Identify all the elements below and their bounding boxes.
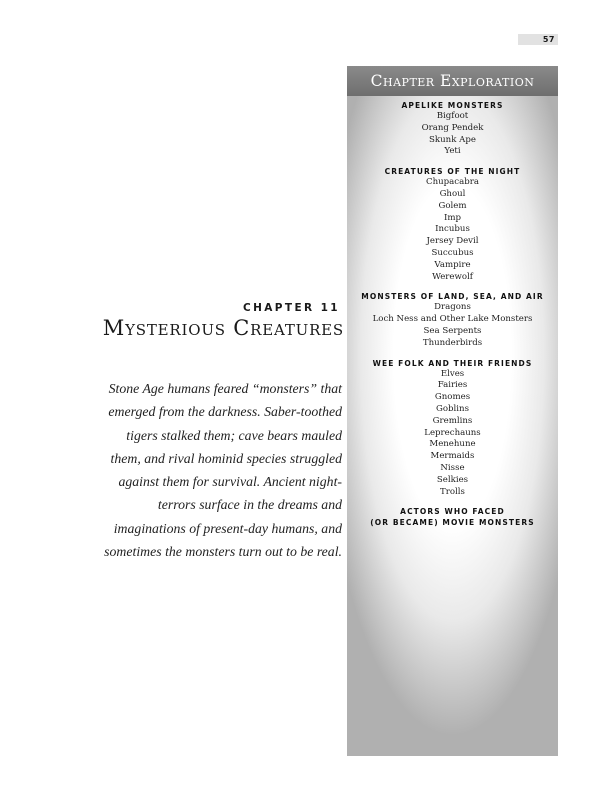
section-title: APELIKE MONSTERS — [401, 101, 504, 110]
sidebar-item: Vampire — [434, 259, 471, 270]
sidebar-item: Menehune — [429, 439, 476, 450]
sidebar-section — [347, 100, 558, 158]
sidebar-item: Bigfoot — [436, 111, 469, 121]
sidebar-item: Werewolf — [432, 271, 473, 282]
sidebar-item: Orang Pendek — [421, 122, 484, 133]
section-title: CREATURES OF THE NIGHT — [384, 167, 521, 177]
intro-line: Stone Age humans feared “monsters” that — [108, 381, 342, 396]
section-title: WEE FOLK AND THEIR FRIENDS — [372, 358, 533, 368]
sidebar-item: Imp — [443, 212, 462, 223]
sidebar-item: Dragons — [434, 302, 471, 313]
page-number: 57 — [518, 34, 558, 45]
intro-line: terrors surface in the dreams and — [157, 497, 342, 513]
sidebar-section — [347, 358, 558, 499]
section-title: (OR BECAME) MOVIE MONSTERS — [370, 518, 535, 528]
sidebar-item: Golem — [438, 200, 467, 211]
sidebar-item: Elves — [440, 368, 465, 379]
intro-line: imaginations of present-day humans, and — [113, 520, 342, 536]
intro-line: sometimes the monsters turn out to be real. — [104, 544, 342, 560]
sidebar-section — [347, 291, 558, 349]
sidebar-item: Goblins — [436, 403, 469, 414]
intro-line: them, and rival hominid species struggled — [110, 450, 342, 466]
sidebar-item: Jersey Devil — [426, 236, 479, 247]
sidebar-title: Chapter Exploration — [347, 66, 558, 96]
intro-line: against them for survival. Ancient night- — [118, 474, 342, 490]
sidebar-section — [347, 166, 558, 283]
sidebar-item: Mermaids — [430, 451, 475, 462]
sidebar-item: Thunderbirds — [422, 337, 483, 348]
section-title: ACTORS WHO FACED — [400, 507, 505, 517]
sidebar-body — [347, 96, 558, 528]
sidebar-item: Gnomes — [434, 392, 471, 403]
sidebar-item: Trolls — [440, 486, 465, 497]
sidebar-item: Ghoul — [439, 188, 466, 199]
intro-line: tigers stalked them; cave bears mauled — [126, 427, 342, 443]
sidebar-item: Skunk Ape — [429, 134, 476, 145]
chapter-exploration-sidebar — [347, 66, 558, 756]
chapter-label: CHAPTER 11 — [242, 302, 340, 314]
sidebar-item: Yeti — [444, 146, 461, 157]
sidebar-item: Nisse — [440, 462, 465, 473]
sidebar-item: Succubus — [431, 247, 474, 258]
sidebar-item: Sea Serpents — [423, 325, 482, 336]
sidebar-item: Gremlins — [432, 415, 473, 426]
intro-line: emerged from the darkness. Saber-toothed — [108, 404, 342, 420]
section-title: MONSTERS OF LAND, SEA, AND AIR — [361, 292, 544, 302]
sidebar-item: Leprechauns — [424, 427, 481, 438]
chapter-intro — [104, 377, 342, 563]
sidebar-item: Chupacabra — [426, 177, 479, 188]
sidebar-item: Loch Ness and Other Lake Monsters — [372, 314, 533, 325]
chapter-title: Mysterious Creatures — [102, 316, 344, 340]
sidebar-item: Incubus — [435, 224, 470, 235]
sidebar-item: Selkies — [436, 474, 469, 485]
sidebar-section — [347, 506, 558, 528]
sidebar-item: Fairies — [437, 380, 468, 391]
